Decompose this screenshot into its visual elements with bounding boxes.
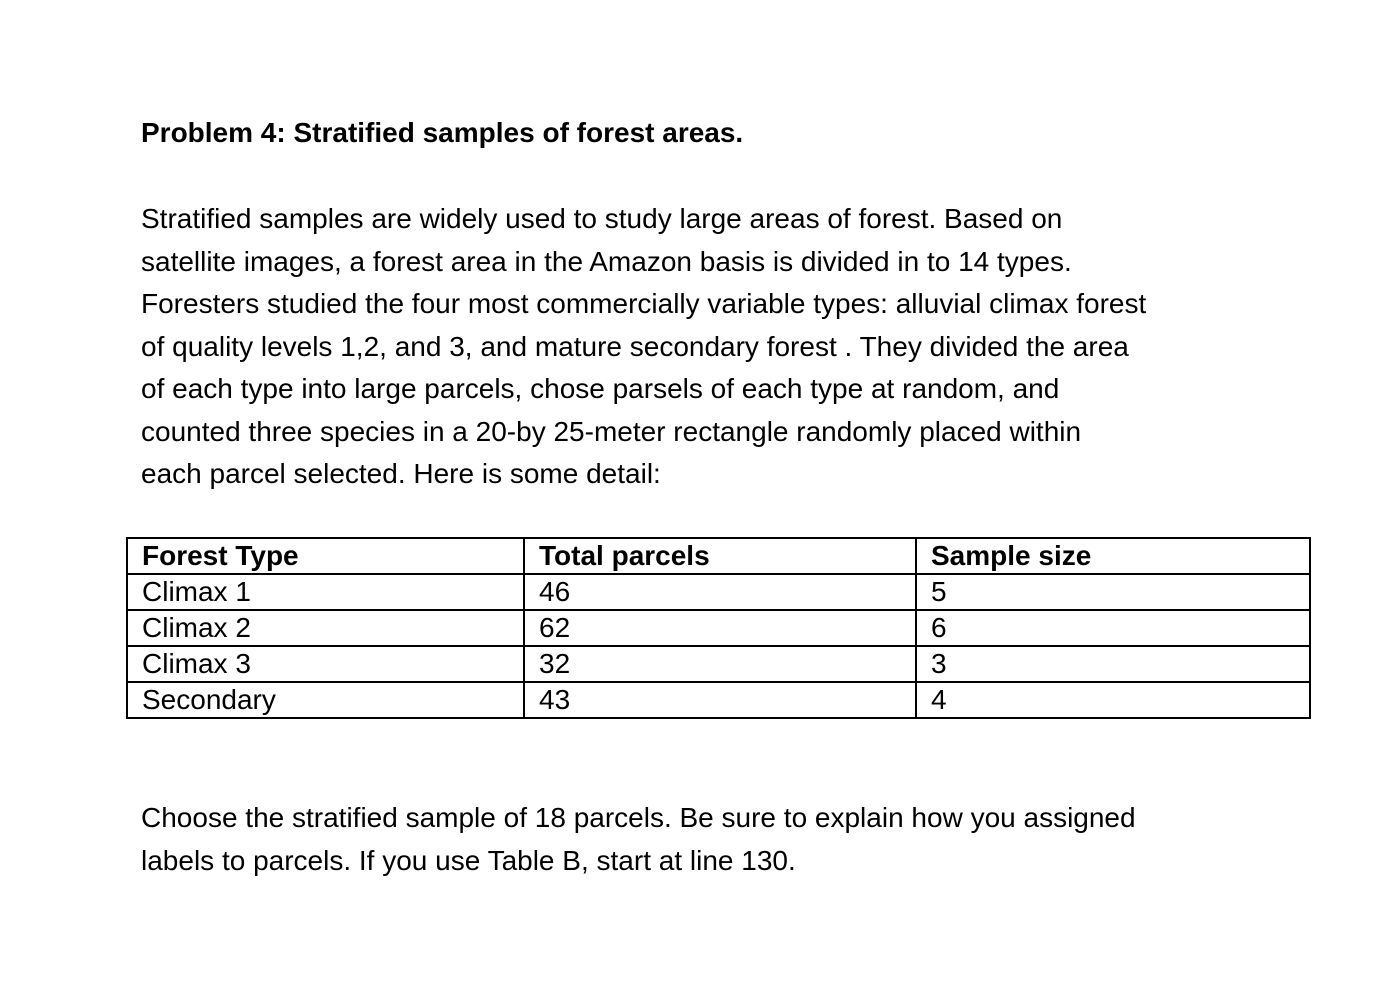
header-forest-type: Forest Type [127,538,524,574]
intro-line: each parcel selected. Here is some detail: [141,458,661,489]
table-row [127,646,1310,682]
forest-type-cell: Secondary [127,682,524,718]
table-row [127,610,1310,646]
intro-line: counted three species in a 20-by 25-meter rectangle randomly placed within [141,415,1082,447]
forest-type-cell: Climax 3 [127,646,524,682]
total-parcels-cell: 62 [524,610,916,646]
intro-line: Stratified samples are widely used to study large areas of forest. Based on [141,203,1063,234]
sample-size-cell: 4 [916,682,1310,718]
table-row [127,574,1310,610]
total-parcels-cell: 32 [524,646,916,682]
instructions-paragraph [141,797,1341,882]
header-total-parcels: Total parcels [524,538,916,574]
total-parcels-cell: 43 [524,682,916,718]
table-row [127,682,1310,718]
instructions-line: labels to parcels. If you use Table B, start at line 130. [141,844,796,876]
intro-line: of each type into large parcels, chose parsels of each type at random, and [141,373,1060,404]
forest-type-cell: Climax 2 [127,610,524,646]
sample-size-cell: 3 [916,646,1310,682]
intro-line: Foresters studied the four most commercially variable types: alluvial climax forest [141,288,1147,319]
intro-line: of quality levels 1,2, and 3, and mature secondary forest . They divided the area [141,330,1129,362]
forest-type-cell: Climax 1 [127,574,524,610]
header-sample-size: Sample size [916,538,1310,574]
forest-data-table [126,537,1311,719]
sample-size-cell: 6 [916,610,1310,646]
instructions-line: Choose the stratified sample of 18 parcels. Be sure to explain how you assigned [141,802,1136,833]
intro-line: satellite images, a forest area in the Amazon basis is divided in to 14 types. [141,245,1072,277]
sample-size-cell: 5 [916,574,1310,610]
total-parcels-cell: 46 [524,574,916,610]
problem-title: Problem 4: Stratified samples of forest areas. [141,117,744,148]
table-header-row [127,538,1310,574]
intro-paragraph [141,198,1341,496]
